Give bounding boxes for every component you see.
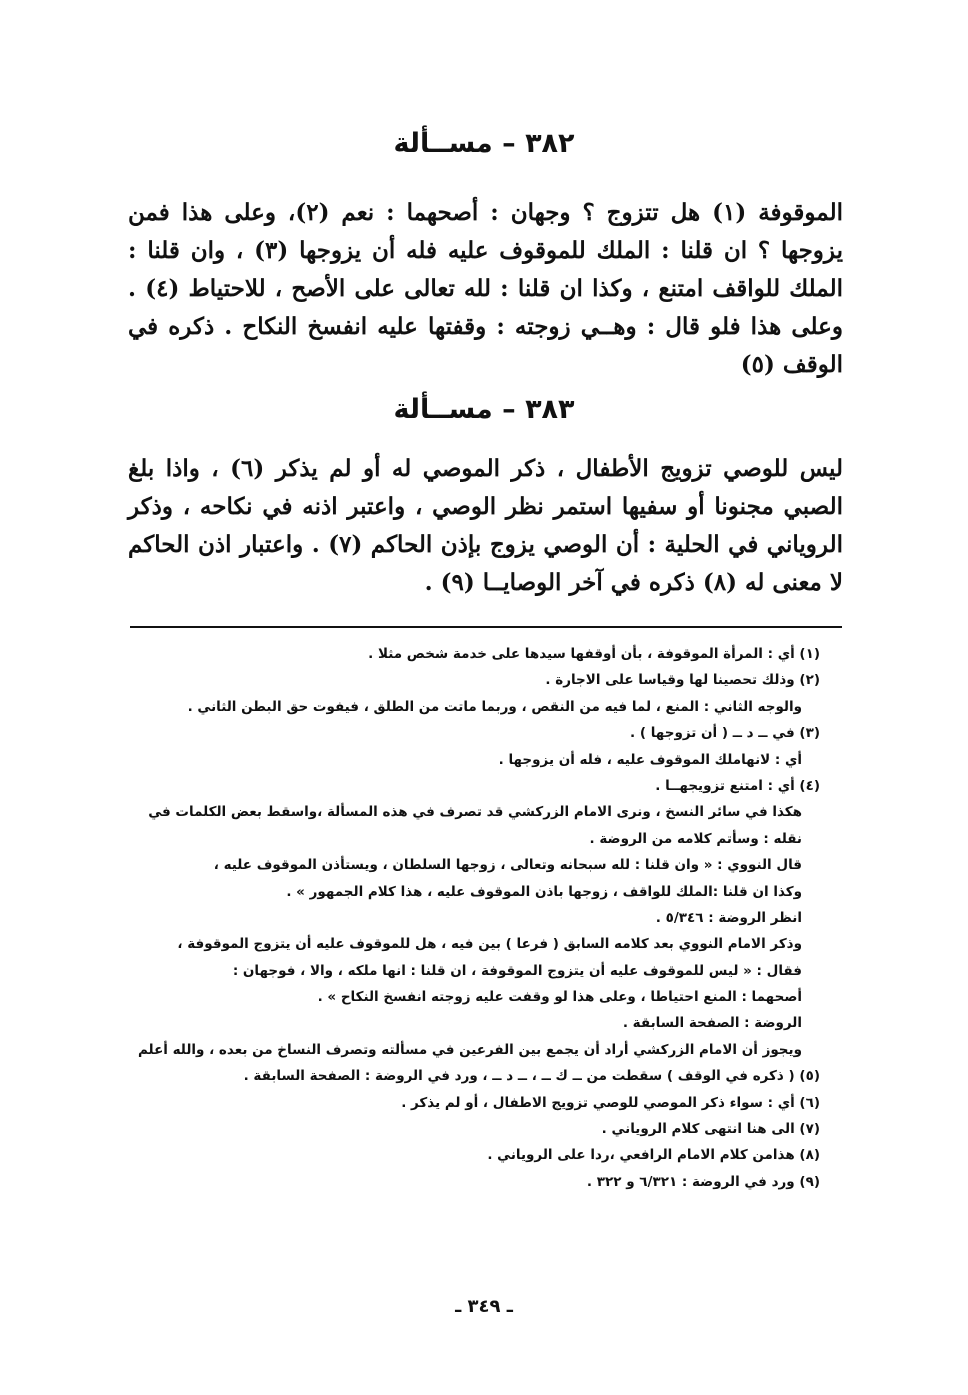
footnote-line: وكذا ان قلنا :الملك للواقف ، زوجها باذن الموقوف عليه ، هذا كلام الجمهور » . [286,883,802,900]
footnote-line: (٦) أي : سواء ذكر الموصي للوصي تزويج الاطفال ، أو لم يذكر . [401,1094,820,1111]
footnote-line: (٨) هذامن كلام الامام الرافعي ،ردا على الروياني . [487,1147,820,1164]
footnote-divider [130,626,842,628]
footnote-line: ويجوز أن الامام الزركشي أراد أن يجمع بين الفرعين في مسألته وتصرف النساخ من بعده ، والله أعلم [137,1041,802,1058]
footnote-line: قال النووي : « وان قلنا : لله سبحانه وتعالى ، زوجها السلطان ، ويستأذن الموقوف عليه ، [213,857,802,874]
page-number: ـ ٣٤٩ ـ [455,1296,513,1317]
footnote-line: (٧) الى هنا انتهى كلام الروياني . [601,1121,820,1138]
footnote-line: هكذا في سائر النسخ ، ونرى الامام الزركشي قد تصرف في هذه المسألة ،واسقط بعض الكلمات في [148,804,802,821]
footnote-line: وذكر الامام النووي بعد كلامه السابق ( فرعا ) بين فيه ، هل للموقوف عليه أن يتزوج الموقوفة ، [177,936,802,953]
footnote-line: (١) أي : المرأة الموقوفة ، بأن أوقفها سيدها على خدمة شخص مثلا . [368,646,820,662]
footnote-line: والوجه الثاني : المنع ، لما فيه من النقص ، وربما ماتت من الطلق ، فيفوت حق البطن الثاني . [187,698,802,715]
footnote-line: نقله : وسأتم كلامه من الروضة . [589,830,802,847]
issue-383-text [128,450,843,602]
issue-382-text [128,194,843,384]
footnote-line: فقال : « ليس للموقوف عليه أن يتزوج الموقوفة ، ان قلنا : انها ملكه ، والا ، فوجهان : [232,962,802,979]
footnote-line: (٣) في ــ د ــ ( أن تزوجها ) . [630,725,820,742]
footnote-line: أي : لانهاملك الموقوف عليه ، فله أن يزوجها . [498,751,802,768]
issue-heading-382: ٣٨٢ – مســألة [393,128,575,159]
footnotes-block [130,641,820,1195]
footnote-line: (٥) ( ذكره في الوقف ) سقطت من ــ ك ــ ، ــ د ــ ، ورد في الروضة : الصفحة السابقة . [243,1068,820,1085]
footnote-line: انظر الروضة : ٥/٣٤٦ . [655,909,802,926]
footnote-line: أصحهما : المنع احتياطا ، وعلى هذا لو وقفت عليه زوجته انفسخ النكاح » . [317,989,802,1006]
issue-heading-383: ٣٨٣ – مســألة [393,394,575,425]
footnote-line: (٩) ورد في الروضة : ٦/٣٢١ و ٣٢٢ . [586,1173,820,1190]
footnote-line: (٢) وذلك تحصينا لها وقياسا على الاجارة . [545,672,820,689]
footnote-line: (٤) أي : امتنع تزويجهــا . [655,777,820,794]
footnote-line: الروضة : الصفحة السابقة . [622,1015,802,1032]
issue-383-paragraph: ليس للوصي تزويج الأطفال ، ذكر الموصي له أو لم يذكر (٦) ، واذا بلغ الصبي مجنونا أو سفيها استمر نظر الوصي ، واعتبر اذنه في نكاحه ، وذكر الروياني في الحلية : أن الوصي يزوج بإذن الحاكم (٧) . واعتبار اذن الحاكم لا معنى له (٨) ذكره في آخر الوصايــا (٩) . [128,455,844,596]
issue-382-paragraph: الموقوفة (١) هل تتزوج ؟ وجهان : أصحهما : نعم (٢)، وعلى هذا فمن يزوجها ؟ ان قلنا : الملك للموقوف عليه فله أن يزوجها (٣) ، وان قلنا : الملك للواقف امتنع ، وكذا ان قلنا : لله تعالى على الأصح ، للاحتياط (٤) . وعلى هذا فلو قال : وهــي زوجته : وقفتها عليه انفسخ النكاح . ذكره في الوقف (٥) [128,199,843,378]
